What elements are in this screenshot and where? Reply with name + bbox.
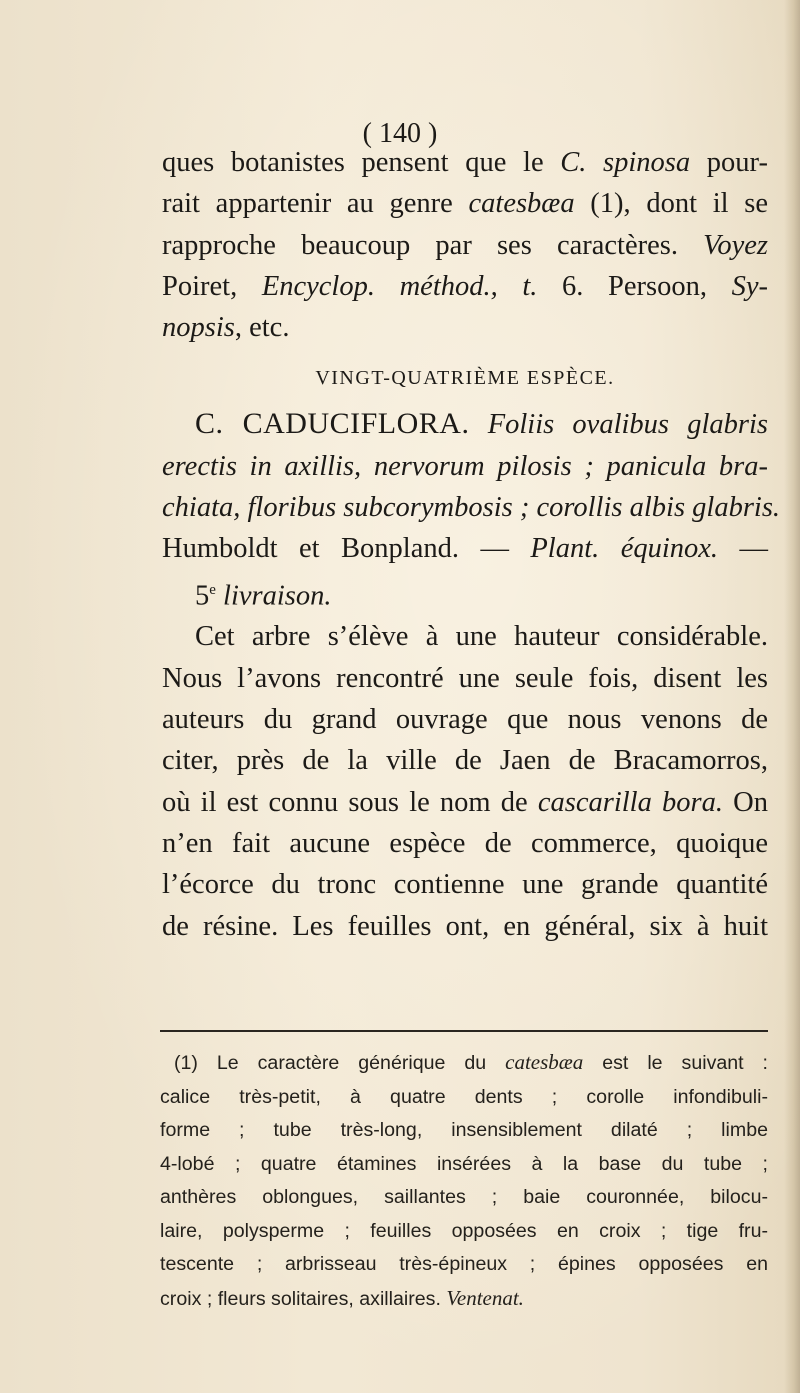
- footnote-line: anthères oblongues, saillantes ; baie couronnée, bilocu-: [160, 1186, 768, 1208]
- genus-name: catesbæa: [505, 1050, 584, 1074]
- text-line: 5e livraison.: [195, 580, 332, 612]
- footnote-line: forme ; tube très-long, insensiblement dilaté ; limbe: [160, 1119, 768, 1141]
- footnote-line: croix ; fleurs solitaires, axillaires. Ventenat.: [160, 1285, 524, 1310]
- text-line: l’écorce du tronc contienne une grande quantité: [162, 869, 768, 901]
- text-line: ques botanistes pensent que le C. spinosa pour-: [162, 147, 768, 178]
- footnote-reference: (1), dont il se: [574, 188, 768, 220]
- footnote-line: calice très-petit, à quatre dents ; corolle infondibuli-: [160, 1085, 768, 1108]
- species-name: C. CADUCIFLORA.: [195, 407, 470, 441]
- text-line: où il est connu sous le nom de cascarilla bora. On: [162, 786, 769, 818]
- text-line: rapproche beaucoup par ses caractères. Voyez: [162, 229, 768, 261]
- text-line: citer, près de la ville de Jaen de Bracamorros,: [162, 745, 768, 777]
- footnote-line: (1) Le caractère générique du catesbæa est le suivant :: [174, 1050, 768, 1074]
- species-heading: VINGT-QUATRIÈME ESPÈCE.: [315, 367, 615, 390]
- text-line: Poiret, Encyclop. méthod., t. 6. Persoon, Sy-: [162, 270, 768, 302]
- footnote-line: tescente ; arbrisseau très-épineux ; épines opposées en: [160, 1253, 768, 1275]
- text-line: erectis in axillis, nervorum pilosis ; panicula bra-: [162, 450, 768, 482]
- text-line: Cet arbre s’élève à une hauteur considérable.: [195, 621, 768, 653]
- paragraph-continuation: [162, 142, 768, 348]
- text-line: chiata, floribus subcorymbosis ; corollis albis glabris.: [162, 492, 781, 524]
- text-line: de résine. Les feuilles ont, en général, six à huit: [162, 910, 768, 942]
- page-number: ( 140 ): [362, 118, 438, 149]
- footnote-line: laire, polysperme ; feuilles opposées en croix ; tige fru-: [160, 1219, 768, 1242]
- text-line: Humboldt et Bonpland. — Plant. équinox. —: [162, 533, 769, 565]
- work-title: Encyclop. méthod., t.: [261, 270, 538, 302]
- text-line: C. CADUCIFLORA. Foliis ovalibus glabris: [195, 407, 768, 441]
- work-title: Plant. équinox.: [530, 533, 719, 565]
- text-line: nopsis, etc.: [162, 312, 290, 344]
- common-name: cascarilla bora.: [537, 786, 723, 818]
- text-line: n’en fait aucune espèce de commerce, quoique: [162, 827, 768, 859]
- main-text: [162, 142, 781, 947]
- footnote-line: 4-lobé ; quatre étamines insérées à la base du tube ;: [160, 1152, 768, 1175]
- genus-name: catesbæa: [468, 188, 575, 220]
- paragraph-description: [162, 616, 768, 946]
- text-line: Nous l’avons rencontré une seule fois, disent les: [162, 662, 768, 694]
- text-line: auteurs du grand ouvrage que nous venons de: [162, 704, 768, 736]
- footnote-separator: [160, 1030, 768, 1032]
- species-diagnosis: [162, 403, 781, 616]
- text-line: rait appartenir au genre catesbæa (1), dont il se: [162, 188, 768, 220]
- footnote-author: Ventenat.: [446, 1285, 524, 1310]
- genus-name: C. spinosa: [560, 147, 691, 178]
- page-edge-shadow: [784, 0, 800, 1393]
- footnote: [160, 1046, 768, 1316]
